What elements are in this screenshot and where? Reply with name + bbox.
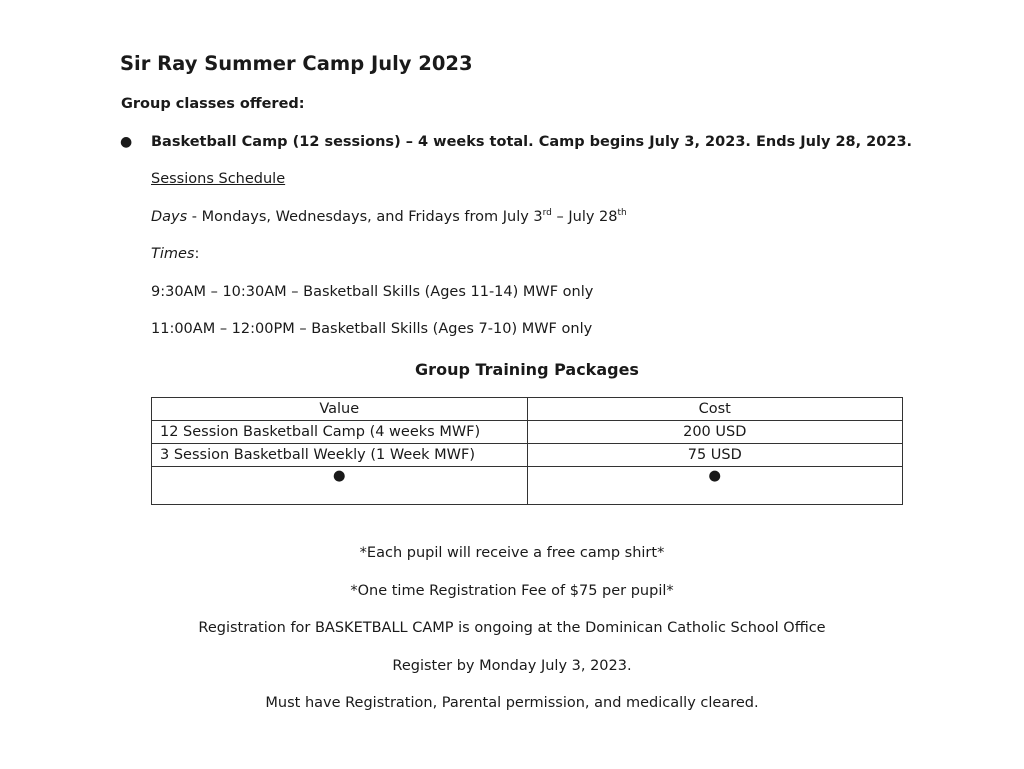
note-deadline: Register by Monday July 3, 2023. bbox=[392, 658, 632, 674]
package-cost: 75 USD bbox=[527, 444, 903, 467]
page-title: Sir Ray Summer Camp July 2023 bbox=[120, 52, 473, 75]
table-row bbox=[152, 444, 903, 467]
days-line bbox=[151, 209, 627, 225]
times-label: Times bbox=[151, 246, 195, 262]
days-text-end: – July 28 bbox=[551, 209, 618, 225]
time-slot-2: 11:00AM – 12:00PM – Basketball Skills (Ages 7-10) MWF only bbox=[151, 321, 593, 337]
note-fee: *One time Registration Fee of $75 per pupil* bbox=[350, 583, 674, 599]
schedule-heading: Sessions Schedule bbox=[151, 171, 286, 187]
days-superscript-th: th bbox=[617, 208, 627, 218]
table-row bbox=[152, 421, 903, 444]
column-header-value: Value bbox=[152, 398, 528, 421]
table-header-row bbox=[152, 398, 903, 421]
packages-title: Group Training Packages bbox=[415, 360, 639, 379]
bullet-icon: ● bbox=[527, 467, 903, 505]
camp-summary: Basketball Camp (12 sessions) – 4 weeks total. Camp begins July 3, 2023. Ends July 28, 2023. bbox=[151, 134, 913, 150]
package-value: 12 Session Basketball Camp (4 weeks MWF) bbox=[152, 421, 528, 444]
column-header-cost: Cost bbox=[527, 398, 903, 421]
days-text-start: - Mondays, Wednesdays, and Fridays from July 3 bbox=[187, 209, 543, 225]
time-slot-1: 9:30AM – 10:30AM – Basketball Skills (Ages 11-14) MWF only bbox=[151, 284, 594, 300]
packages-table bbox=[151, 397, 903, 505]
times-line bbox=[151, 246, 199, 262]
times-colon: : bbox=[194, 246, 200, 262]
package-cost: 200 USD bbox=[527, 421, 903, 444]
package-value: 3 Session Basketball Weekly (1 Week MWF) bbox=[152, 444, 528, 467]
bullet-icon: ● bbox=[152, 467, 528, 505]
days-superscript-rd: rd bbox=[542, 208, 552, 218]
note-requirements: Must have Registration, Parental permission, and medically cleared. bbox=[265, 695, 759, 711]
days-label: Days bbox=[151, 209, 188, 225]
note-registration: Registration for BASKETBALL CAMP is ongoing at the Dominican Catholic School Office bbox=[198, 620, 826, 636]
note-shirt: *Each pupil will receive a free camp shirt* bbox=[359, 545, 665, 561]
section-subtitle: Group classes offered: bbox=[121, 96, 305, 112]
bullet-icon: ● bbox=[120, 134, 133, 150]
table-row-empty bbox=[152, 467, 903, 505]
